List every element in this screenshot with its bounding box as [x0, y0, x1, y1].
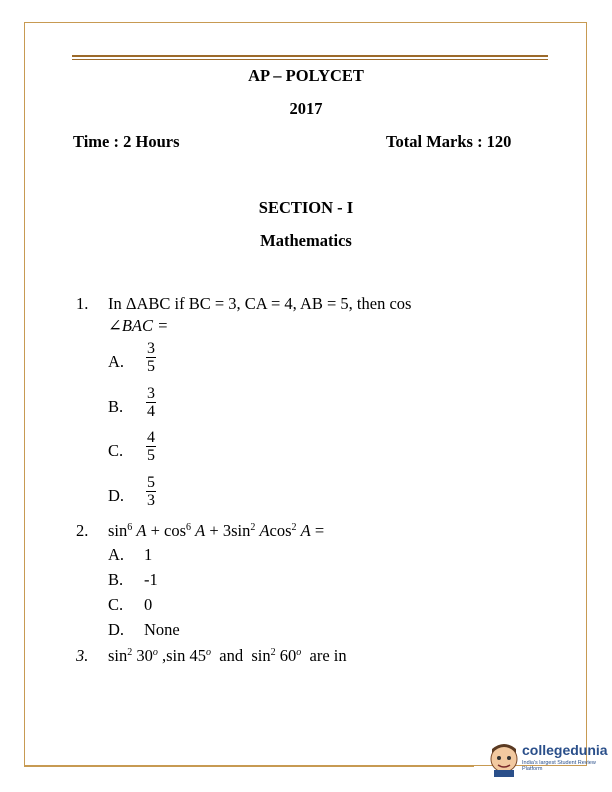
time-label: Time : 2 Hours	[73, 132, 180, 151]
exam-title: AP – POLYCET	[248, 66, 364, 85]
q1-option-b-num: 3	[147, 385, 155, 402]
q1-option-d-den: 3	[147, 492, 155, 509]
exam-year: 2017	[289, 99, 323, 118]
header-rule-thin	[72, 59, 548, 60]
q1-option-d-fraction	[144, 474, 158, 509]
q2-option-d-value: None	[144, 620, 180, 639]
q1-option-a-label: A.	[108, 352, 125, 371]
footer-rule	[24, 766, 474, 767]
q1-option-b-label: B.	[108, 397, 124, 416]
q1-option-c-label: C.	[108, 441, 124, 460]
q1-option-a-num: 3	[147, 340, 155, 357]
q2-option-d-label: D.	[108, 620, 125, 639]
question-2-text: $\sin^6 A + \cos^6 A + 3\sin^2$ Acos$^2$ A =	[108, 521, 325, 540]
question-3-connector: and	[219, 646, 244, 665]
q2-option-b-value: -1	[144, 570, 158, 589]
section-title: SECTION - I	[258, 198, 354, 217]
q2-option-a-label: A.	[108, 545, 125, 564]
q1-option-d-num: 5	[147, 474, 155, 491]
header-rule	[72, 55, 548, 57]
q1-option-c-num: 4	[147, 429, 155, 446]
q1-option-b-den: 4	[147, 403, 155, 420]
q2-option-b-label: B.	[108, 570, 124, 589]
question-3-ending: are in	[309, 646, 347, 665]
question-3-text: $\sin^2 30^o$ ,sin 45$^o$ and $\sin^2 60^o$ are in	[108, 646, 347, 665]
q1-option-c-fraction	[144, 429, 158, 464]
brand-name: collegedunia	[522, 742, 608, 758]
subject-title: Mathematics	[260, 231, 352, 250]
q1-option-a-fraction	[144, 340, 158, 375]
q1-option-c-den: 5	[147, 447, 155, 464]
brand-tagline: India's largest Student Review Platform	[522, 760, 596, 772]
question-2-number: 2.	[76, 521, 89, 540]
q2-option-c-label: C.	[108, 595, 124, 614]
q1-option-b-fraction	[144, 385, 158, 420]
question-1-text-2: ∠BAC =	[108, 316, 169, 335]
q2-option-c-value: 0	[144, 595, 153, 614]
question-1-number: 1.	[76, 294, 89, 313]
total-marks-label: Total Marks : 120	[386, 132, 512, 151]
question-3-number: 3.	[76, 646, 89, 665]
q2-option-a-value: 1	[144, 545, 153, 564]
question-1-text: In ΔABC if BC = 3, CA = 4, AB = 5, then cos	[108, 294, 412, 313]
q1-option-d-label: D.	[108, 486, 125, 505]
q1-option-a-den: 5	[147, 358, 155, 375]
